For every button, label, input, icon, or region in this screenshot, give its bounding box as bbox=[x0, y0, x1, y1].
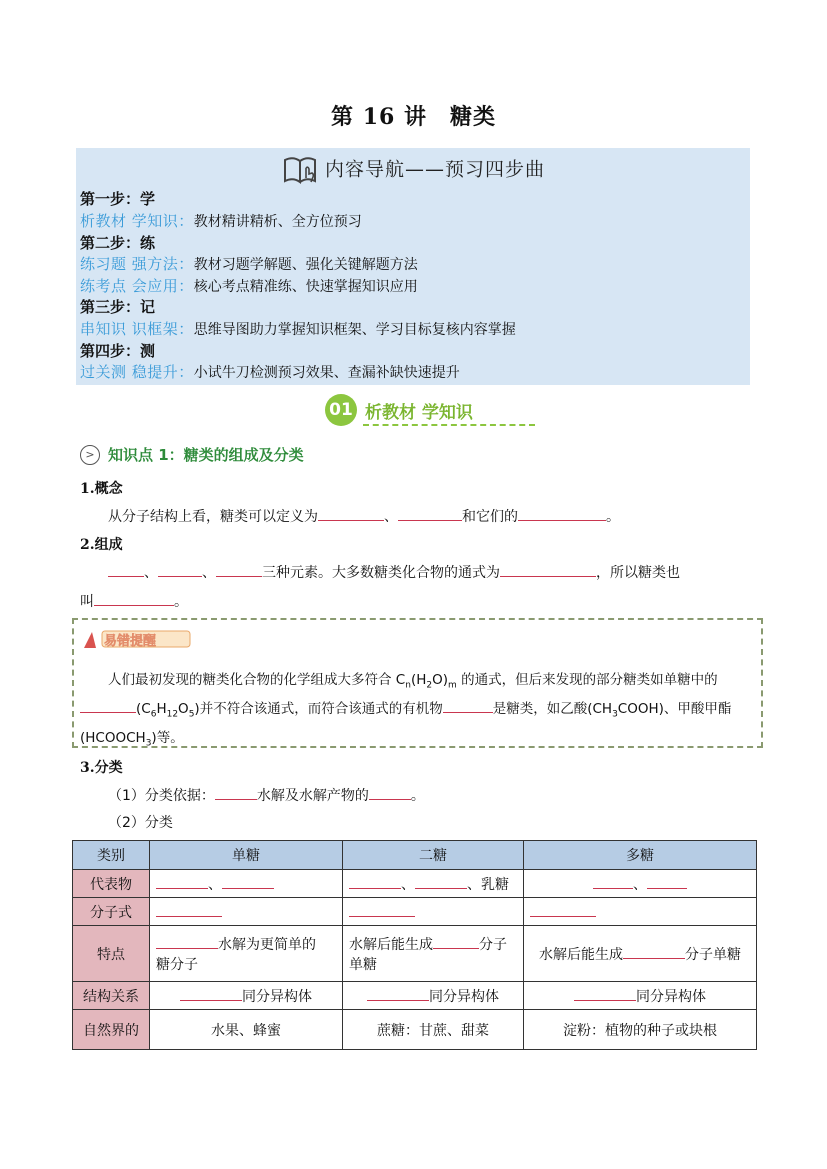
note-line-1: 人们最初发现的糖类化合物的化学组成大多符合 $C_n(H_2O)_m$ 的通式，但后来发现的部分糖类如单糖中的 bbox=[108, 672, 718, 691]
table-cell: 水解为更简单的 糖分子 bbox=[150, 926, 343, 982]
table-header: 类别 bbox=[73, 841, 150, 870]
table-row bbox=[73, 982, 757, 1010]
composition-sentence: 、 、 三种元素。大多数糖类化合物的通式为 ，所以糖类也 bbox=[108, 562, 680, 582]
note-line-2: $(C_6H_{12}O_5)$并不符合该通式，而符合该通式的有机物 是糖类，如乙酸$(CH_3COOH)$、甲酸甲酯 bbox=[80, 697, 731, 720]
nav-item-5: 过关测 稳提升：小试牛刀检测预习效果、查漏补缺快速提升 bbox=[80, 363, 460, 381]
nav-item-4: 串知识 识框架：思维导图助力掌握知识框架、学习目标复核内容掌握 bbox=[80, 320, 516, 338]
table-cell: 、 、乳糖 bbox=[343, 870, 524, 898]
knowledge-point-heading: > 知识点 1：糖类的组成及分类 bbox=[80, 444, 304, 465]
nav-step-1: 第一步：学 bbox=[80, 190, 156, 208]
table-cell: 蔗糖：甘蔗、甜菜 bbox=[343, 1010, 524, 1050]
table-row bbox=[73, 926, 757, 982]
row-header: 自然界的 bbox=[73, 1010, 150, 1050]
reminder-logo-text: 易错提醒 bbox=[104, 634, 157, 649]
table-header: 二糖 bbox=[343, 841, 524, 870]
table-header-row bbox=[73, 841, 757, 870]
table-cell bbox=[524, 898, 757, 926]
table-row bbox=[73, 1010, 757, 1050]
nav-heading bbox=[76, 154, 750, 186]
table-cell: 水解后能生成 分子 单糖 bbox=[343, 926, 524, 982]
classification-sub: （2）分类 bbox=[108, 815, 173, 831]
row-header: 代表物 bbox=[73, 870, 150, 898]
section-underline bbox=[363, 424, 535, 426]
table-cell: 、 bbox=[150, 870, 343, 898]
table-cell: 同分异构体 bbox=[524, 982, 757, 1010]
table-cell bbox=[150, 898, 343, 926]
note-line-3: $(HCOOCH_3)$等。 bbox=[80, 730, 184, 749]
chevron-right-circle-icon: > bbox=[80, 445, 100, 465]
book-hand-icon bbox=[281, 154, 321, 186]
table-header: 单糖 bbox=[150, 841, 343, 870]
row-header: 结构关系 bbox=[73, 982, 150, 1010]
table-cell: 同分异构体 bbox=[150, 982, 343, 1010]
table-cell bbox=[343, 898, 524, 926]
content-navigation-box bbox=[76, 148, 750, 385]
nav-step-2: 第二步：练 bbox=[80, 234, 156, 252]
classification-heading: 3.分类 bbox=[80, 760, 123, 776]
table-cell: 水果、蜂蜜 bbox=[150, 1010, 343, 1050]
nav-item-2: 练习题 强方法：教材习题学解题、强化关键解题方法 bbox=[80, 255, 418, 273]
section-label: 析教材 学知识 bbox=[365, 403, 473, 423]
nav-item-3: 练考点 会应用：核心考点精准练、快速掌握知识应用 bbox=[80, 277, 418, 295]
row-header: 特点 bbox=[73, 926, 150, 982]
nav-step-4: 第四步：测 bbox=[80, 342, 156, 360]
table-row bbox=[73, 870, 757, 898]
row-header: 分子式 bbox=[73, 898, 150, 926]
composition-sentence-cont: 叫 。 bbox=[80, 591, 188, 611]
table-cell: 水解后能生成 分子单糖 bbox=[524, 926, 757, 982]
nav-step-3: 第三步：记 bbox=[80, 298, 156, 316]
page-title: 第 16 讲 糖类 bbox=[331, 104, 496, 130]
table-cell: 同分异构体 bbox=[343, 982, 524, 1010]
classification-basis: （1）分类依据： 水解及水解产物的 。 bbox=[108, 785, 425, 805]
error-reminder-box bbox=[72, 618, 763, 748]
nav-item-1: 析教材 学知识：教材精讲精析、全方位预习 bbox=[80, 212, 362, 230]
classification-table bbox=[72, 840, 757, 1050]
table-cell: 淀粉：植物的种子或块根 bbox=[524, 1010, 757, 1050]
section-number: 01 bbox=[325, 394, 357, 426]
table-header: 多糖 bbox=[524, 841, 757, 870]
nav-heading-text: 内容导航——预习四步曲 bbox=[324, 158, 545, 181]
table-row bbox=[73, 898, 757, 926]
concept-sentence: 从分子结构上看，糖类可以定义为 、 和它们的 。 bbox=[108, 506, 620, 526]
table-cell: 、 bbox=[524, 870, 757, 898]
composition-heading: 2.组成 bbox=[80, 537, 123, 553]
concept-heading: 1.概念 bbox=[80, 481, 123, 497]
